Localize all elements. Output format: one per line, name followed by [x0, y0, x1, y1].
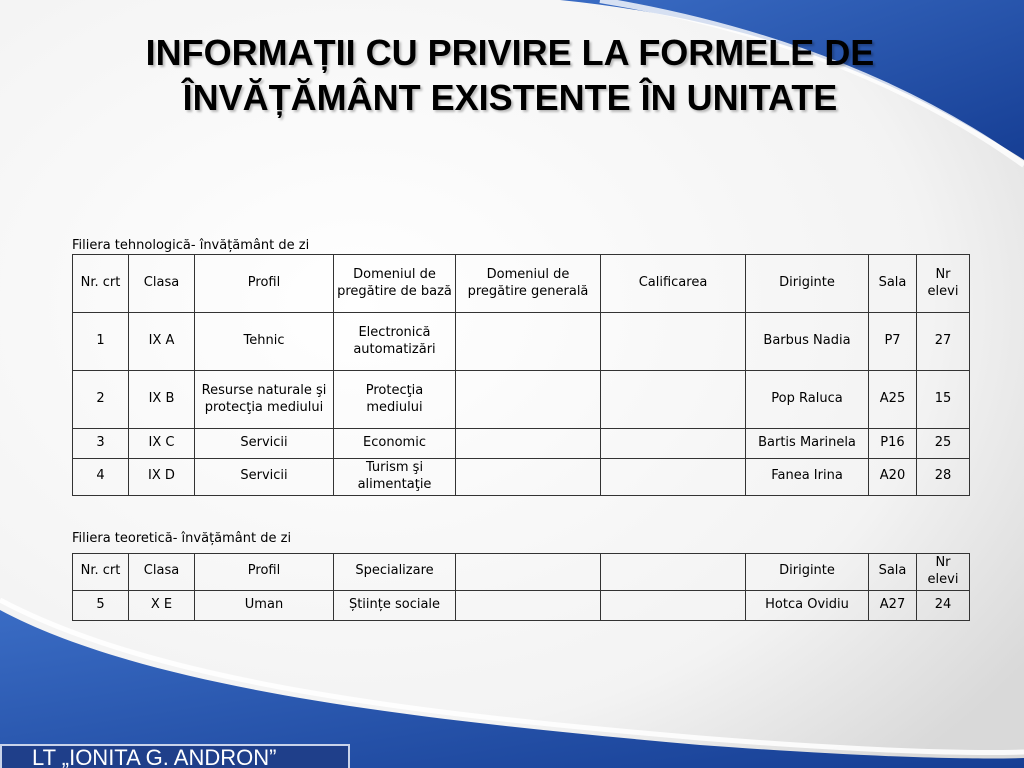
header-cell: Profil [195, 554, 334, 591]
table-cell: Tehnic [195, 313, 334, 371]
header-cell [456, 554, 601, 591]
table-cell [601, 590, 746, 620]
table-cell: A25 [869, 371, 917, 429]
table-cell: IX D [129, 459, 195, 496]
table-cell: 4 [73, 459, 129, 496]
table-cell: Turism şi alimentaţie [334, 459, 456, 496]
table-cell: Economic [334, 429, 456, 459]
table-row [73, 459, 970, 496]
page-title [60, 30, 960, 120]
header-cell: Nr elevi [917, 255, 970, 313]
table2-caption: Filiera teoretică- învățământ de zi [72, 531, 292, 546]
table-cell: Resurse naturale şi protecţia mediului [195, 371, 334, 429]
table-cell: 27 [917, 313, 970, 371]
table-row [73, 429, 970, 459]
table1-caption: Filiera tehnologică- învățământ de zi [72, 238, 310, 253]
header-cell: Nr elevi [917, 554, 970, 591]
table-cell: Fanea Irina [746, 459, 869, 496]
table-cell [456, 313, 601, 371]
table-cell: IX B [129, 371, 195, 429]
table-cell [456, 429, 601, 459]
theoretical-track-table [72, 553, 970, 621]
table-row [73, 371, 970, 429]
header-cell [601, 554, 746, 591]
header-cell: Nr. crt [73, 255, 129, 313]
table-cell [456, 459, 601, 496]
table-cell: 2 [73, 371, 129, 429]
table-cell: 3 [73, 429, 129, 459]
title-line-2: ÎNVĂȚĂMÂNT EXISTENTE ÎN UNITATE [182, 77, 838, 118]
table-cell: Servicii [195, 459, 334, 496]
table-header-row [73, 554, 970, 591]
header-cell: Profil [195, 255, 334, 313]
table-cell: A20 [869, 459, 917, 496]
header-cell: Diriginte [746, 255, 869, 313]
school-name-footer: LT „IONITA G. ANDRON” [0, 744, 350, 768]
table-cell: Hotca Ovidiu [746, 590, 869, 620]
table-cell: Științe sociale [334, 590, 456, 620]
table-cell: 25 [917, 429, 970, 459]
technological-track-table [72, 254, 970, 496]
table-cell: 15 [917, 371, 970, 429]
table-cell: P7 [869, 313, 917, 371]
table-row [73, 313, 970, 371]
header-cell: Sala [869, 255, 917, 313]
table-cell: Servicii [195, 429, 334, 459]
table-header-row [73, 255, 970, 313]
table-cell [456, 590, 601, 620]
table-cell: 5 [73, 590, 129, 620]
table-cell: 28 [917, 459, 970, 496]
table-cell: 24 [917, 590, 970, 620]
header-cell: Clasa [129, 554, 195, 591]
table-cell: IX C [129, 429, 195, 459]
header-cell: Sala [869, 554, 917, 591]
table-cell [601, 429, 746, 459]
table-cell: 1 [73, 313, 129, 371]
table-cell [601, 459, 746, 496]
table-cell: Uman [195, 590, 334, 620]
header-cell: Diriginte [746, 554, 869, 591]
table-cell [456, 371, 601, 429]
table-cell: Protecţia mediului [334, 371, 456, 429]
header-cell: Domeniul de pregătire generală [456, 255, 601, 313]
table-cell: P16 [869, 429, 917, 459]
table-cell: IX A [129, 313, 195, 371]
table-cell: Barbus Nadia [746, 313, 869, 371]
table-cell [601, 371, 746, 429]
table-row [73, 590, 970, 620]
header-cell: Nr. crt [73, 554, 129, 591]
table-cell: Bartis Marinela [746, 429, 869, 459]
header-cell: Clasa [129, 255, 195, 313]
header-cell: Calificarea [601, 255, 746, 313]
title-line-1: INFORMAȚII CU PRIVIRE LA FORMELE DE [145, 32, 875, 73]
table-cell [601, 313, 746, 371]
table-cell: A27 [869, 590, 917, 620]
header-cell: Specializare [334, 554, 456, 591]
header-cell: Domeniul de pregătire de bază [334, 255, 456, 313]
table-cell: X E [129, 590, 195, 620]
table-cell: Electronică automatizări [334, 313, 456, 371]
table-cell: Pop Raluca [746, 371, 869, 429]
